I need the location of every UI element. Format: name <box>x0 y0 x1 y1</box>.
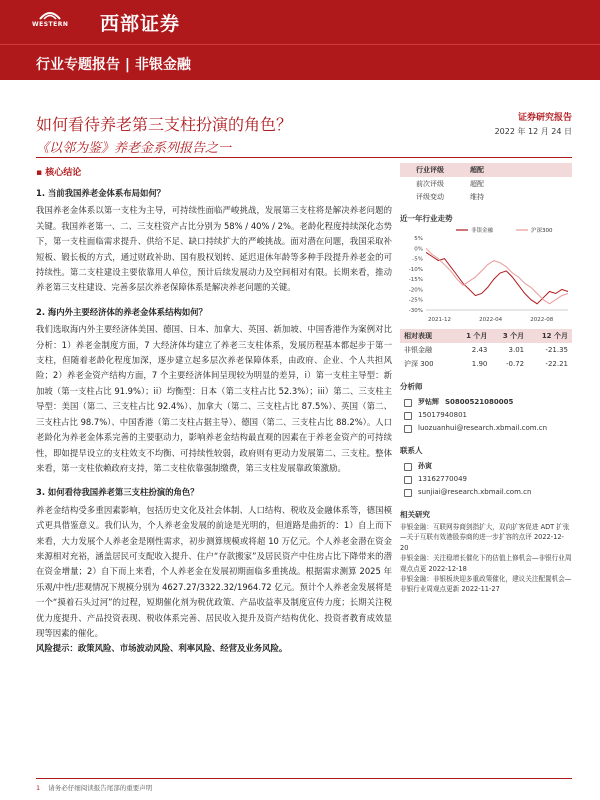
report-type: 证券研究报告 <box>517 113 572 123</box>
table-row: 非银金融 2.43 3.01 -21.35 <box>404 346 568 354</box>
section-heading: 2. 海内外主要经济体的养老金体系结构如何？ <box>36 306 208 317</box>
x-tick-label: 2022-04 <box>479 317 503 323</box>
related-item[interactable]: 非银金融：非银板块迎多重政策催化，建议关注配置机会—非银行业周观点更新 2022-11-27 <box>400 575 572 594</box>
person-icon <box>404 399 412 407</box>
section-heading: 1. 当前我国养老金体系布局如何？ <box>36 188 166 198</box>
y-tick-label: 5% <box>414 236 423 242</box>
report-banner <box>0 44 600 80</box>
disclaimer-note: 请务必仔细阅读报告尾部的重要声明 <box>48 784 153 792</box>
brand-name: 西部证券 <box>100 13 181 35</box>
legend-label: 沪深300 <box>531 228 553 234</box>
performance-table <box>400 329 572 371</box>
x-tick-label: 2021-12 <box>428 317 451 323</box>
rating-row: 评级变动 维持 <box>416 192 484 201</box>
related-item[interactable]: 非银金融：互联网券商剑指扩大，双向扩客促进 ADT 扩张—关于互联有效港股券商的进一步扩容的点评 2022-12-20 <box>400 523 570 552</box>
main-content <box>36 184 392 657</box>
risk-note: 风险提示：政策风险、市场波动风险、利率风险、经营及业务风险。 <box>36 643 288 654</box>
sidebar <box>400 163 572 595</box>
report-title: 如何看待养老第三支柱扮演的角色？ <box>36 115 293 134</box>
section-body: 我国养老金体系以第一支柱为主导，可持续性面临严峻挑战，发展第三支柱将是解决养老问题的关键。我国养老第一、二、三支柱资产占比分别为 58% / 40% / 2%。老龄化程度持续深化态势下，第一支柱面临需求提升、供给不足、缺口持续扩大的严峻挑战。面对潜在问题，我国采取补短板、锻长板的方式，通过财政补助、国有股权划转、延迟退休年龄等多种手段提升养老金的可持续性。第二支柱建设主要依靠用人单位，预计后续发展动力及空间相对有限。长期来看，推动养老第三支柱建设、完善多层次养老保障体系是解决养老问题的关键。 <box>36 205 392 293</box>
related-label: 相关研究 <box>400 510 430 519</box>
conclusion-label: ▪ 核心结论 <box>36 168 82 178</box>
mail-icon <box>404 425 412 433</box>
header-bar <box>0 0 600 44</box>
analyst-label: 分析师 <box>400 382 423 391</box>
section-heading: 3. 如何看待我国养老第三支柱扮演的角色？ <box>36 487 199 498</box>
y-tick-label: -20% <box>408 287 423 294</box>
report-category: 行业专题报告 | 非银金融 <box>36 57 191 73</box>
report-subtitle: 《以邻为鉴》养老金系列报告之一 <box>36 141 232 156</box>
footer <box>36 783 152 792</box>
perf-header: 12 个月 <box>528 329 572 343</box>
title-divider <box>36 157 572 158</box>
legend-label: 非银金融 <box>471 228 494 234</box>
phone-icon <box>404 476 412 484</box>
y-tick-label: -10% <box>408 266 423 273</box>
trend-chart <box>400 224 572 324</box>
analyst-block: 罗钻辉 S0800521080005 15017940801 luozuanhui@research.xbmail.com.cn <box>400 396 572 435</box>
table-row: 沪深 300 1.90 -0.72 -22.21 <box>404 360 568 368</box>
brand-logo-icon <box>38 9 62 21</box>
y-tick-label: 0% <box>414 246 423 253</box>
y-tick-label: -25% <box>408 297 423 304</box>
page-number: 1 <box>36 784 41 792</box>
series-line <box>426 252 568 303</box>
x-tick-label: 2022-08 <box>530 317 554 323</box>
section-body: 我们选取海内外主要经济体美国、德国、日本、加拿大、英国、新加坡、中国香港作为案例对比分析：1）养老金制度方面，7 大经济体均建立了养老三支柱体系，发展历程基本都起步于第一支柱，但随着老龄化程度加深，逐步建立起多层次养老保障体系，由政府、企业、个人共担风险；2）养老金资产结构方面，7 个主要经济体间呈现较为明显的差异，i）第一支柱主导型：新加坡（第一支柱占比 91.9%）；ii）均衡型：日本（第二支柱占比 52.3%）；iii）第二、三支柱主导型：美国（第二、三支柱占比 92.4%）、加拿大（第二、三支柱占比 87.5%）、英国（第二、三支柱占比 98.7%）、中国香港（第二支柱占据主导）、德国（第二、三支柱占比 88.2%）。人口老龄化为养老金体系完善的主要驱动力，影响养老金结构最直观的因素在于养老金资产的可持续性，即如提早设立的支柱效支不均衡、可持续性较弱，政府则有更动力发展第二、三支柱。整体来看，第一支柱依赖政府支持，第二支柱依靠强制缴费，第三支柱发展靠政策激励。 <box>36 324 392 473</box>
rating-header: 行业评级 超配 <box>400 163 572 177</box>
related-item[interactable]: 非银金融：关注稳增长催化下的估值上修机会—非银行业周观点点更 2022-12-18 <box>400 554 572 573</box>
footer-divider <box>36 778 572 779</box>
perf-header: 1 个月 <box>455 329 492 343</box>
mail-icon <box>404 489 412 497</box>
contact-block: 孙寅 13162770049 sunjiai@research.xbmail.com.cn <box>400 460 572 499</box>
report-date: 2022 年 12 月 24 日 <box>494 127 572 136</box>
perf-header: 3 个月 <box>491 329 528 343</box>
phone-icon <box>404 412 412 420</box>
section-body: 养老金结构受多重因素影响，包括历史文化及社会体制、人口结构、税收及金融体系等，德国模式更具借鉴意义。我们认为，个人养老金发展的前途是光明的，但道路是曲折的：1）自上而下来看，大力发展个人养老金是刚性需求，初步测算规模或将超 10 万亿元。个人养老金潜在资金来源相对充裕，涵盖居民可支配收入提升、住户“存款搬家”及居民资产中住房占比下降带来的潜在资金增量；2）自下而上来看，个人养老金在发展初期面临多重挑战。根据需求测算 2025 年乐观/中性/悲观情况下规模分别为 4627.27/3322.32/1964.72 亿元。预计个人养老金发展将是一个“摸着石头过河”的过程，短期催化剂为税优政策、产品收益率及制度宣传力度；长期关注税优力度提升、产品投资表现、税收体系完善、居民收入提升及资产结构优化、投资者教育成效显现等因素的催化。 <box>36 504 392 638</box>
y-tick-label: -30% <box>408 308 423 314</box>
rating-row: 前次评级 超配 <box>416 179 484 188</box>
perf-header: 相对表现 <box>400 329 455 343</box>
brand-name-en: WESTERN <box>32 21 69 28</box>
y-tick-label: -5% <box>412 256 423 263</box>
person-icon <box>404 463 412 471</box>
related-list <box>400 522 572 595</box>
contact-label: 联系人 <box>400 446 423 455</box>
y-tick-label: -15% <box>408 277 423 284</box>
trend-label: 近一年行业走势 <box>400 214 453 223</box>
